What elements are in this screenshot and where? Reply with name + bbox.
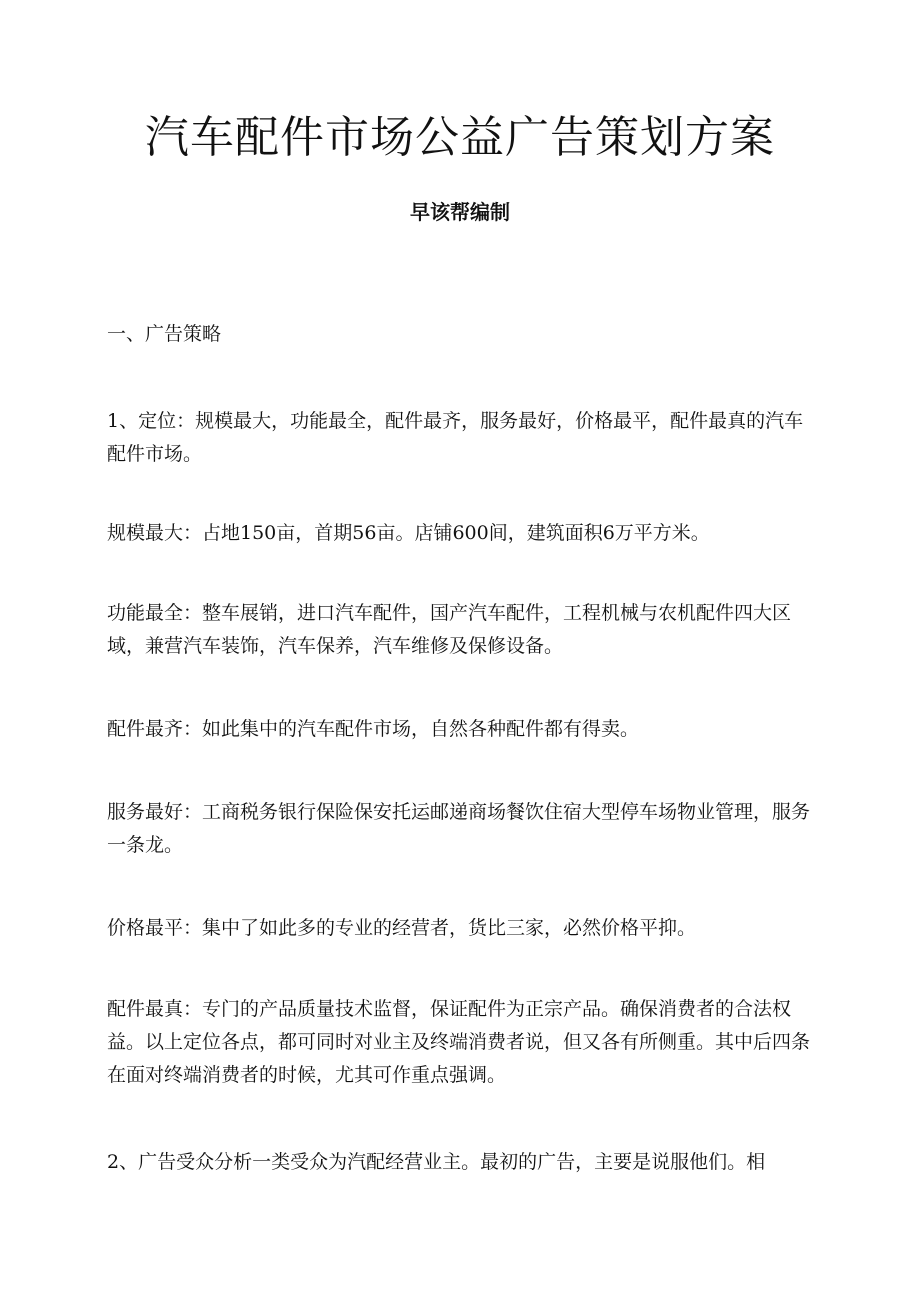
paragraph-best-service: 服务最好：工商税务银行保险保安托运邮递商场餐饮住宿大型停车场物业管理，服务一条龙。 bbox=[107, 801, 811, 856]
paragraph-most-functions: 功能最全：整车展销，进口汽车配件，国产汽车配件，工程机械与农机配件四大区域，兼营汽车装饰，汽车保养，汽车维修及保修设备。 bbox=[107, 602, 792, 657]
paragraph-lowest-price: 价格最平：集中了如此多的专业的经营者，货比三家，必然价格平抑。 bbox=[107, 917, 697, 939]
paragraph-audience-analysis: 2、广告受众分析一类受众为汽配经营业主。最初的广告，主要是说服他们。相 bbox=[107, 1151, 766, 1173]
paragraph-most-parts: 配件最齐：如此集中的汽车配件市场，自然各种配件都有得卖。 bbox=[107, 718, 640, 740]
paragraph-genuine-parts: 配件最真：专门的产品质量技术监督，保证配件为正宗产品。确保消费者的合法权益。以上定位各点，都可同时对业主及终端消费者说，但又各有所侧重。其中后四条在面对终端消费者的时候，尤其可作重点强调。 bbox=[107, 998, 811, 1086]
paragraph-positioning: 1、定位：规模最大，功能最全，配件最齐，服务最好，价格最平，配件最真的汽车配件市场。 bbox=[107, 410, 804, 465]
section-heading: 一、广告策略 bbox=[107, 323, 222, 345]
paragraph-largest-scale: 规模最大：占地150亩，首期56亩。店铺600间，建筑面积6万平方米。 bbox=[107, 522, 710, 544]
document-author: 早该帮编制 bbox=[410, 200, 510, 224]
document-title: 汽车配件市场公益广告策划方案 bbox=[145, 112, 775, 163]
